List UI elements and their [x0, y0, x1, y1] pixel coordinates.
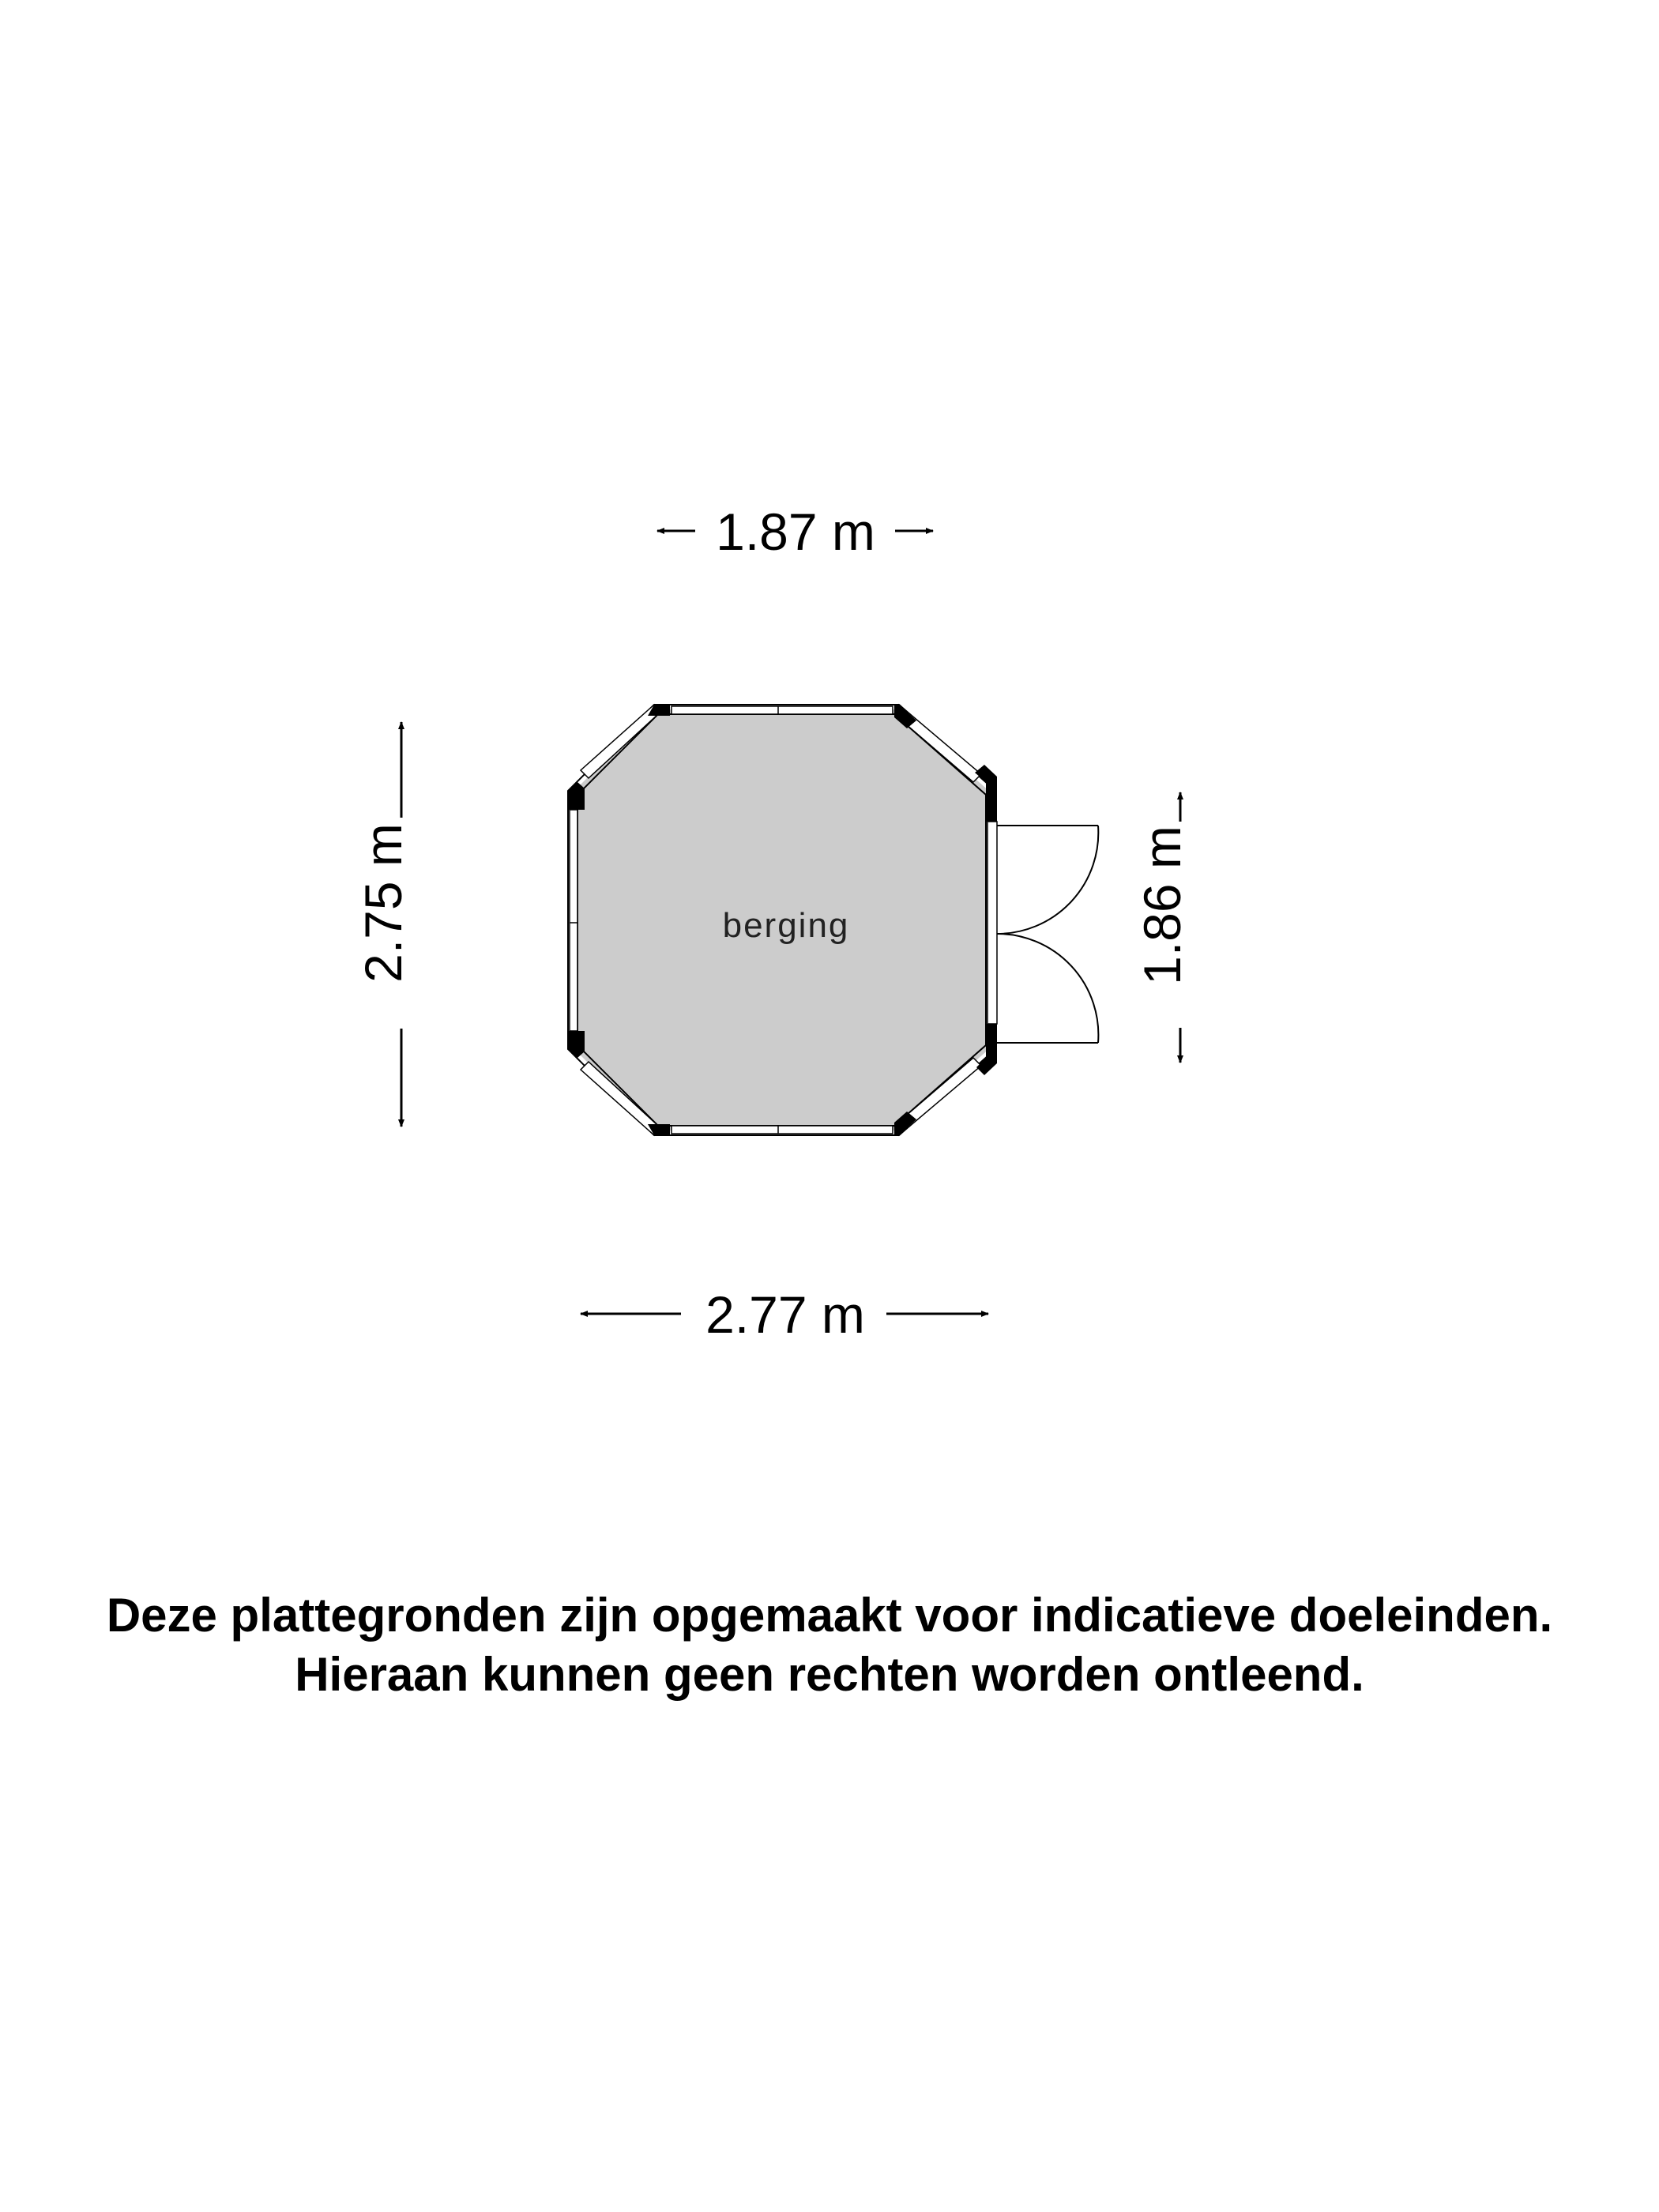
- disclaimer-line-2: Hieraan kunnen geen rechten worden ontleend.: [295, 1648, 1364, 1701]
- room-label: berging: [722, 906, 850, 945]
- dimension-top-label: 1.87 m: [716, 502, 875, 561]
- door-frame: [988, 822, 997, 1024]
- disclaimer-line-1: Deze plattegronden zijn opgemaakt voor indicatieve doeleinden.: [106, 1589, 1553, 1642]
- dimension-bottom-label: 2.77 m: [705, 1285, 865, 1344]
- dimension-left-label: 2.75 m: [354, 823, 412, 983]
- dimension-right-label: 1.86 m: [1133, 826, 1191, 985]
- double-door: [997, 826, 1098, 1043]
